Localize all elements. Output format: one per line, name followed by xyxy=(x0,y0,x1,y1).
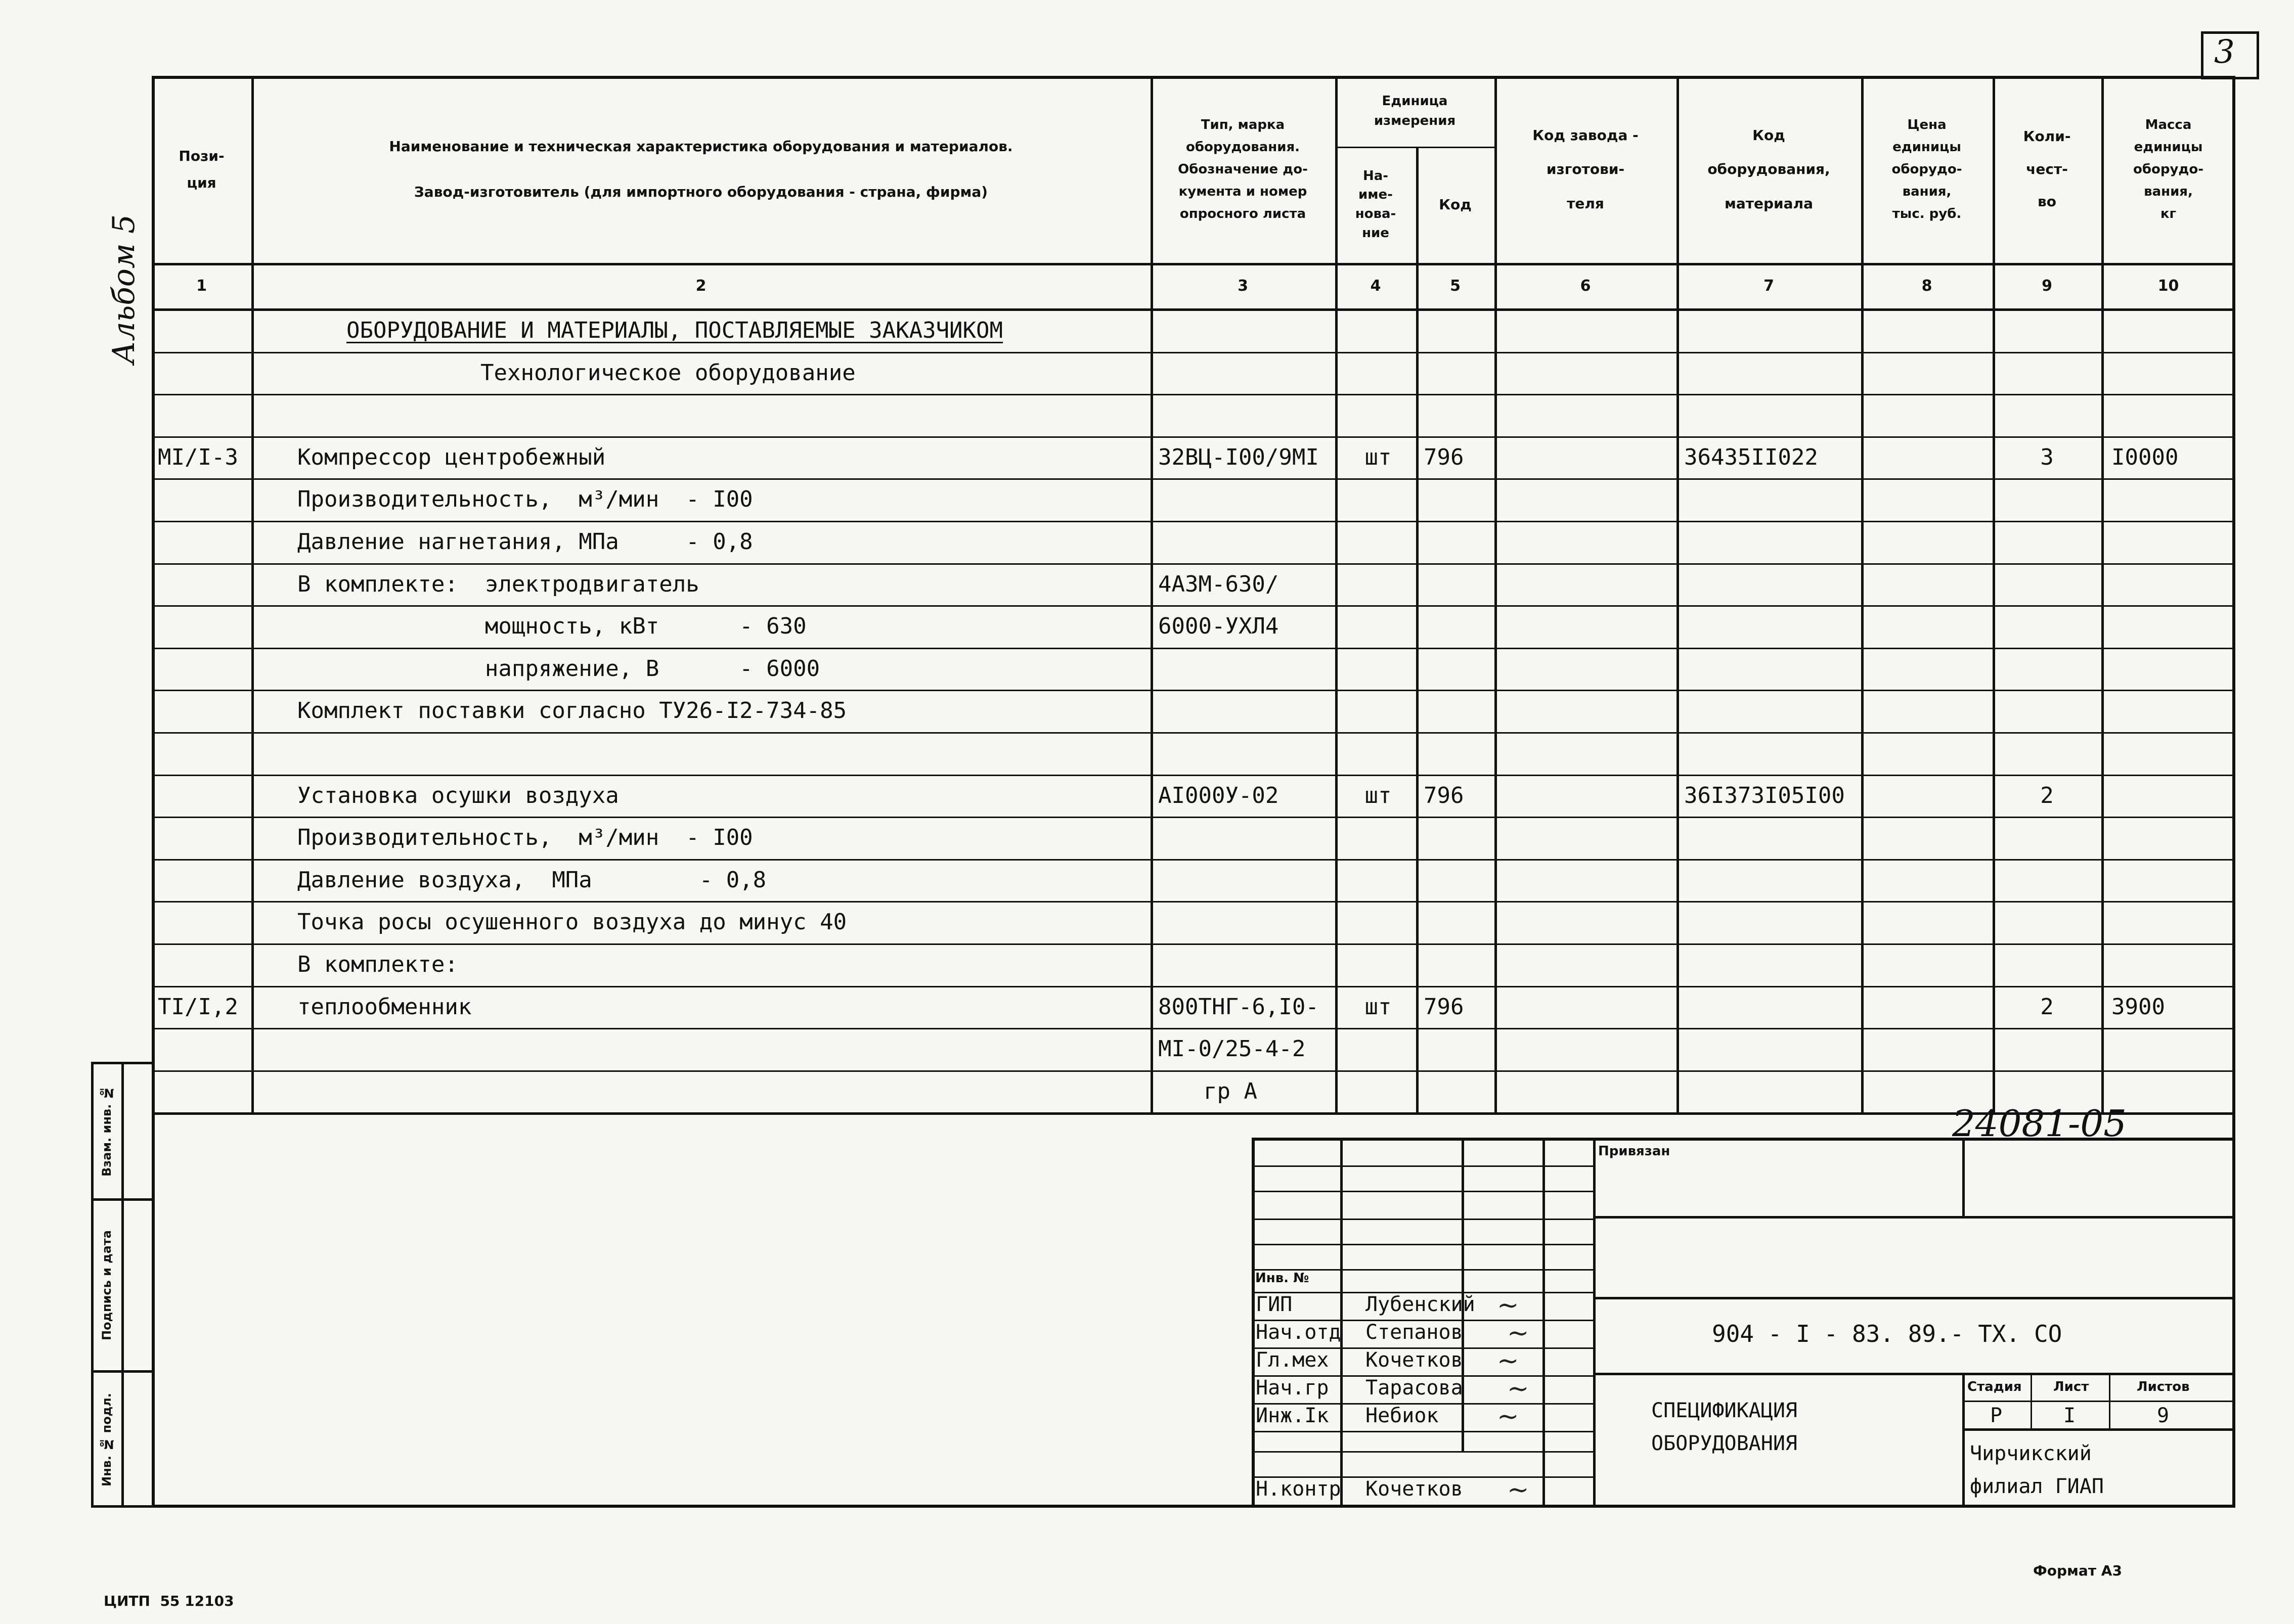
row-divider xyxy=(152,436,2235,438)
sheet-number: 3 xyxy=(2214,33,2235,71)
header-mass: Масса единицы оборудо- вания, кг xyxy=(2133,117,2204,222)
row-divider xyxy=(152,648,2235,649)
row-divider xyxy=(152,859,2235,861)
table-cell-c2: Производительность, м³/мин - I00 xyxy=(297,825,753,851)
table-cell-c2: Производительность, м³/мин - I00 xyxy=(297,486,753,513)
table-cell-c10: I0000 xyxy=(2111,444,2179,470)
handwritten-signature: ~ xyxy=(1497,1346,1519,1376)
table-cell-c2: теплообменник xyxy=(297,994,472,1020)
album-note: Альбом 5 xyxy=(106,214,142,364)
table-cell-c9: 3 xyxy=(2040,444,2054,470)
table-cell-c3: 6000-УХЛ4 xyxy=(1158,613,1279,640)
tb-signature-row-line xyxy=(1252,1191,1593,1192)
table-cell-c3: AI000У-02 xyxy=(1158,782,1279,808)
table-cell-c10: 3900 xyxy=(2111,994,2165,1020)
table-cell-c9: 2 xyxy=(2040,994,2054,1020)
colnum-7: 7 xyxy=(1763,277,1774,295)
signature-role: Нач.отд xyxy=(1256,1321,1341,1344)
tb-vline-d xyxy=(1593,1138,1596,1508)
header-equipment-code: Код оборудования, материала xyxy=(1707,127,1830,212)
row-divider xyxy=(152,563,2235,565)
table-cell-c2: ОБОРУДОВАНИЕ И МАТЕРИАЛЫ, ПОСТАВЛЯЕМЫЕ ЗАКАЗЧИКОМ xyxy=(346,318,1003,343)
table-cell-c5: 796 xyxy=(1424,444,1464,470)
table-cell-c2: Давление нагнетания, МПа - 0,8 xyxy=(297,529,753,555)
row-divider xyxy=(152,394,2235,395)
table-cell-c2: Точка росы осушенного воздуха до минус 40 xyxy=(297,909,847,935)
table-cell-c2: В комплекте: электродвигатель xyxy=(297,571,699,597)
row-divider xyxy=(152,943,2235,945)
row-divider xyxy=(152,478,2235,480)
table-cell-c1: TI/I,2 xyxy=(158,994,238,1020)
table-cell-c2: Технологическое оборудование xyxy=(480,359,856,386)
table-cell-c2: Установка осушки воздуха xyxy=(297,782,619,808)
row-divider xyxy=(152,1028,2235,1029)
row-divider xyxy=(152,775,2235,776)
header-price: Цена единицы оборудо- вания, тыс. руб. xyxy=(1891,117,1962,222)
table-cell-c5: 796 xyxy=(1424,782,1464,808)
handwritten-signature: ~ xyxy=(1507,1475,1529,1505)
table-bottom-line xyxy=(152,1112,2235,1115)
table-cell-c9: 2 xyxy=(2040,782,2054,808)
sheets-label: Листов xyxy=(2137,1379,2190,1394)
table-cell-c3: гр А xyxy=(1204,1078,1257,1104)
table-cell-c2: мощность, кВт - 630 xyxy=(297,613,807,640)
signature-name: Кочетков xyxy=(1365,1348,1463,1372)
table-cell-c3: MI-0/25-4-2 xyxy=(1158,1036,1306,1062)
sheets-value: 9 xyxy=(2157,1404,2170,1427)
handwritten-signature: ~ xyxy=(1497,1290,1519,1321)
tb-vline-stage xyxy=(1962,1373,1965,1508)
tb-signature-row-line xyxy=(1252,1244,1593,1245)
tb-signature-row-line xyxy=(1252,1431,1593,1432)
table-cell-c4: шт xyxy=(1364,444,1392,470)
table-cell-c2: В комплекте: xyxy=(297,952,458,977)
handwritten-signature: ~ xyxy=(1497,1402,1519,1432)
table-cell-c2: Комплект поставки согласно ТУ26-I2-734-85 xyxy=(297,698,847,724)
header-type: Тип, марка оборудования. Обозначение до- кумента и номер опросного листа xyxy=(1178,117,1308,222)
colnum-1: 1 xyxy=(196,277,207,295)
colnum-9: 9 xyxy=(2042,277,2052,295)
row-divider xyxy=(152,986,2235,987)
table-cell-c5: 796 xyxy=(1424,994,1464,1020)
colnum-6: 6 xyxy=(1580,277,1591,295)
signature-role: Нач.гр xyxy=(1256,1376,1329,1400)
row-divider xyxy=(152,521,2235,522)
colnum-bottom-line xyxy=(152,308,2235,311)
colnum-4: 4 xyxy=(1370,277,1381,295)
tb-line-stage-bottom xyxy=(1962,1428,2235,1431)
table-cell-c4: шт xyxy=(1364,782,1392,808)
table-cell-c2: напряжение, В - 6000 xyxy=(297,655,820,682)
side-stamp-vzam-inv: Взам. инв. № xyxy=(100,1086,114,1177)
org-line-1: Чирчикский xyxy=(1970,1442,2092,1465)
signature-name: Лубенский xyxy=(1365,1293,1475,1316)
signature-role: Н.контр xyxy=(1256,1477,1341,1501)
sheet-label: Лист xyxy=(2053,1379,2089,1394)
table-cell-c3: 4АЗМ-630/ xyxy=(1158,571,1279,597)
tb-signature-row-line xyxy=(1252,1219,1593,1220)
stage-value: Р xyxy=(1990,1404,2003,1427)
tb-vline-sheet xyxy=(2031,1373,2032,1428)
privyazan-label: Привязан xyxy=(1598,1144,1670,1159)
colnum-8: 8 xyxy=(1921,277,1932,295)
header-quantity: Коли- чест- во xyxy=(2023,128,2071,210)
print-mark: ЦИТП 55 12103 xyxy=(104,1593,234,1609)
table-cell-c3: 32ВЦ-I00/9MI xyxy=(1158,444,1319,470)
table-cell-c3: 800ТНГ-6,I0- xyxy=(1158,994,1319,1020)
table-cell-c4: шт xyxy=(1364,994,1392,1020)
table-cell-c2: Компрессор центробежный xyxy=(297,444,606,470)
tb-line-stage-head xyxy=(1962,1401,2235,1402)
header-factory-code: Код завода - изготови- теля xyxy=(1532,127,1639,212)
table-cell-c7: 36I373I05I00 xyxy=(1684,782,1845,808)
row-divider xyxy=(152,732,2235,734)
colnum-5: 5 xyxy=(1450,277,1461,295)
signature-name: Кочетков xyxy=(1365,1477,1463,1501)
handwritten-number: 24081-05 xyxy=(1952,1102,2127,1145)
side-stamp-divider xyxy=(121,1062,124,1508)
signature-role: Гл.мех xyxy=(1256,1348,1329,1372)
tb-signature-row-line xyxy=(1252,1451,1593,1453)
table-cell-c1: MI/I-3 xyxy=(158,444,238,470)
signature-role: ГИП xyxy=(1256,1293,1293,1316)
title-line-1: СПЕЦИФИКАЦИЯ xyxy=(1651,1399,1797,1422)
row-divider xyxy=(152,605,2235,607)
header-position: Пози- ция xyxy=(179,147,225,191)
side-stamp-podpis-data: Подпись и дата xyxy=(100,1230,114,1341)
tb-line-privyazan xyxy=(1593,1216,2235,1219)
header-unit-name: На- име- нова- ние xyxy=(1355,168,1396,241)
handwritten-signature: ~ xyxy=(1507,1374,1529,1404)
row-divider xyxy=(152,690,2235,691)
handwritten-signature: ~ xyxy=(1507,1318,1529,1348)
document-code: 904 - I - 83. 89.- ТХ. СО xyxy=(1712,1320,2062,1347)
header-unit-code: Код xyxy=(1439,196,1472,213)
header-unit: Единица измерения xyxy=(1374,94,1456,128)
format-label: Формат А3 xyxy=(2033,1562,2122,1579)
tb-line-code-bottom xyxy=(1593,1373,2235,1375)
table-cell-c2: Давление воздуха, МПа - 0,8 xyxy=(297,867,767,893)
row-divider xyxy=(152,352,2235,353)
inv-no-label: Инв. № xyxy=(1255,1271,1309,1286)
tb-vline-privyazan xyxy=(1962,1138,1965,1216)
colnum-3: 3 xyxy=(1238,277,1248,295)
tb-signature-row-line xyxy=(1252,1165,1593,1167)
signature-name: Степанов xyxy=(1365,1321,1463,1344)
signature-name: Тарасова xyxy=(1365,1376,1463,1400)
signature-role: Инж.Iк xyxy=(1256,1404,1329,1427)
sheet-value: I xyxy=(2063,1404,2076,1427)
tb-vline-sheets xyxy=(2109,1373,2110,1428)
header-name: Наименование и техническая характеристика оборудования и материалов. Завод-изготовитель (для импортного оборудования - страна, фирма) xyxy=(389,138,1013,200)
colnum-10: 10 xyxy=(2157,277,2179,295)
signature-name: Небиок xyxy=(1365,1404,1439,1427)
colnum-2: 2 xyxy=(695,277,707,295)
row-divider xyxy=(152,817,2235,818)
row-divider xyxy=(152,1070,2235,1072)
side-stamp-inv-podl: Инв. № подл. xyxy=(100,1393,114,1486)
stage-label: Стадия xyxy=(1967,1379,2022,1394)
row-divider xyxy=(152,901,2235,903)
org-line-2: филиал ГИАП xyxy=(1970,1475,2104,1498)
title-line-2: ОБОРУДОВАНИЯ xyxy=(1651,1432,1797,1455)
tb-line-code-top xyxy=(1593,1297,2235,1299)
table-cell-c7: 36435II022 xyxy=(1684,444,1818,470)
